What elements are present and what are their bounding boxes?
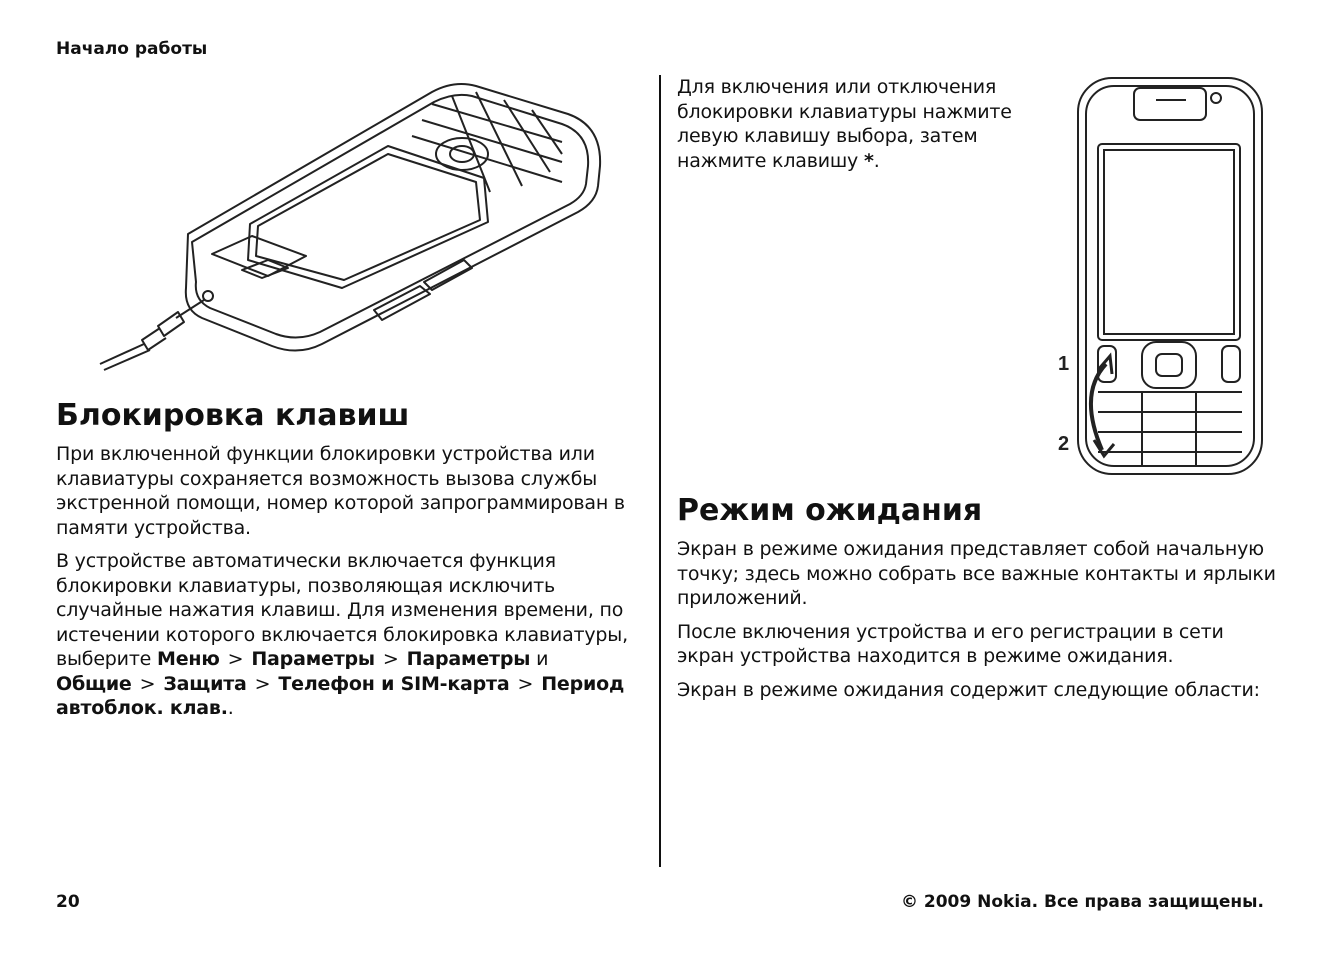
path-and: и (536, 648, 549, 670)
path-phone-sim: Телефон и SIM-карта (278, 672, 510, 695)
path-separator: > (382, 648, 399, 670)
path-general: Общие (56, 672, 132, 695)
step-1-label: 1 (1058, 353, 1070, 375)
running-header: Начало работы (56, 39, 208, 59)
path-security: Защита (163, 672, 247, 695)
phone-headset-illustration (92, 74, 608, 374)
column-divider (659, 75, 661, 867)
keylock-paragraph-2-text: В устройстве автоматически включается функция блокировки клавиатуры, позволяющая исключить случайные нажатия клавиш. Для изменения времени, по истечении которого включается блокировка клавиатуры, выберите (56, 550, 628, 670)
keylock-paragraph-1: При включенной функции блокировки устройства или клавиатуры сохраняется возможность вызова службы экстренной помощи, номер которой запрограммирован в памяти устройства. (56, 443, 625, 539)
standby-paragraph-3: Экран в режиме ожидания содержит следующие области: (677, 678, 1260, 701)
path-period: Период автоблок. клав. (56, 672, 625, 719)
phone-keylock-illustration (1058, 74, 1270, 478)
path-menu: Меню (157, 648, 220, 670)
standby-paragraph-2: После включения устройства и его регистрации в сети экран устройства находится в режиме ожидания. (677, 620, 1224, 667)
path-settings-2: Параметры (406, 648, 531, 670)
path-separator: > (254, 672, 271, 695)
page-number: 20 (56, 892, 80, 912)
keylock-paragraph-2 (56, 549, 648, 721)
path-settings-1: Параметры (251, 648, 375, 670)
step-2-label: 2 (1058, 433, 1070, 455)
instruction-end: . (873, 149, 880, 172)
keylock-instruction (677, 75, 1047, 173)
standby-heading: Режим ожидания (677, 493, 983, 528)
path-separator: > (517, 672, 534, 695)
instruction-key: * (863, 149, 874, 172)
path-separator: > (227, 648, 244, 670)
copyright: © 2009 Nokia. Все права защищены. (900, 892, 1264, 912)
standby-paragraph-1: Экран в режиме ожидания представляет собой начальную точку; здесь можно собрать все важные контакты и ярлыки приложений. (677, 538, 1276, 609)
keylock-section (56, 398, 648, 721)
instruction-prefix: Для включения или отключения блокировки клавиатуры нажмите левую клавишу выбора, затем нажмите клавишу (677, 76, 1012, 172)
path-separator: > (139, 672, 156, 695)
keylock-instruction-text (677, 75, 1047, 173)
keylock-heading: Блокировка клавиш (56, 398, 410, 433)
path-end: . (227, 697, 234, 719)
standby-section (677, 493, 1277, 702)
